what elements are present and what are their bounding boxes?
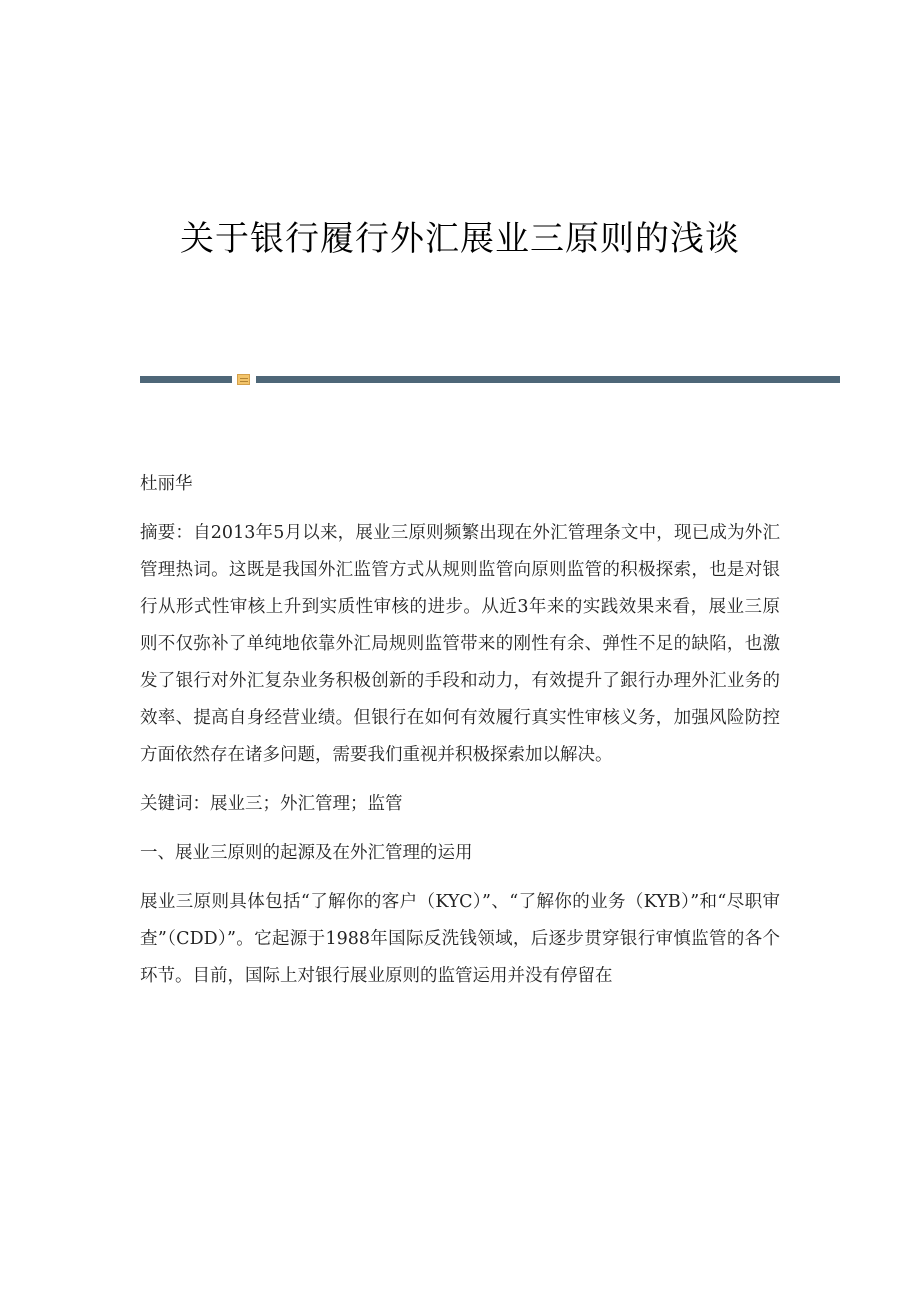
document-title: 关于银行履行外汇展业三原则的浅谈 xyxy=(180,219,740,259)
divider-bar-left xyxy=(140,376,232,383)
divider-bar-right xyxy=(256,376,840,383)
abstract-paragraph: 摘要：自2013年5月以来，展业三原则频繁出现在外汇管理条文中，现已成为外汇管理热词。这既是我国外汇监管方式从规则监管向原则监管的积极探索，也是对银行从形式性审核上升到实质性审核的进步。从近3年来的实践效果来看，展业三原则不仅弥补了单纯地依靠外汇局规则监管带来的刚性有余、弹性不足的缺陷，也激发了银行对外汇复杂业务积极创新的手段和动力，有效提升了銀行办理外汇业务的效率、提高自身经营业绩。但银行在如何有效履行真实性审核义务，加强风险防控方面依然存在诸多问题，需要我们重视并积极探索加以解决。 xyxy=(140,523,780,765)
author-name: 杜丽华 xyxy=(140,474,193,494)
section-paragraph: 展业三原则具体包括“了解你的客户（KYC）”、“了解你的业务（KYB）”和“尽职审查”（CDD）”。它起源于1988年国际反洗钱领域，后逐步贯穿银行审慎监管的各个环节。目前，国际上对银行展业原则的监管运用并没有停留在 xyxy=(140,892,780,986)
title-divider xyxy=(140,374,840,384)
divider-ornament-icon xyxy=(237,374,250,385)
document-body xyxy=(140,466,780,1007)
section-heading: 一、展业三原则的起源及在外汇管理的运用 xyxy=(140,843,473,863)
keywords-line: 关键词：展业三；外汇管理；监管 xyxy=(140,794,403,814)
